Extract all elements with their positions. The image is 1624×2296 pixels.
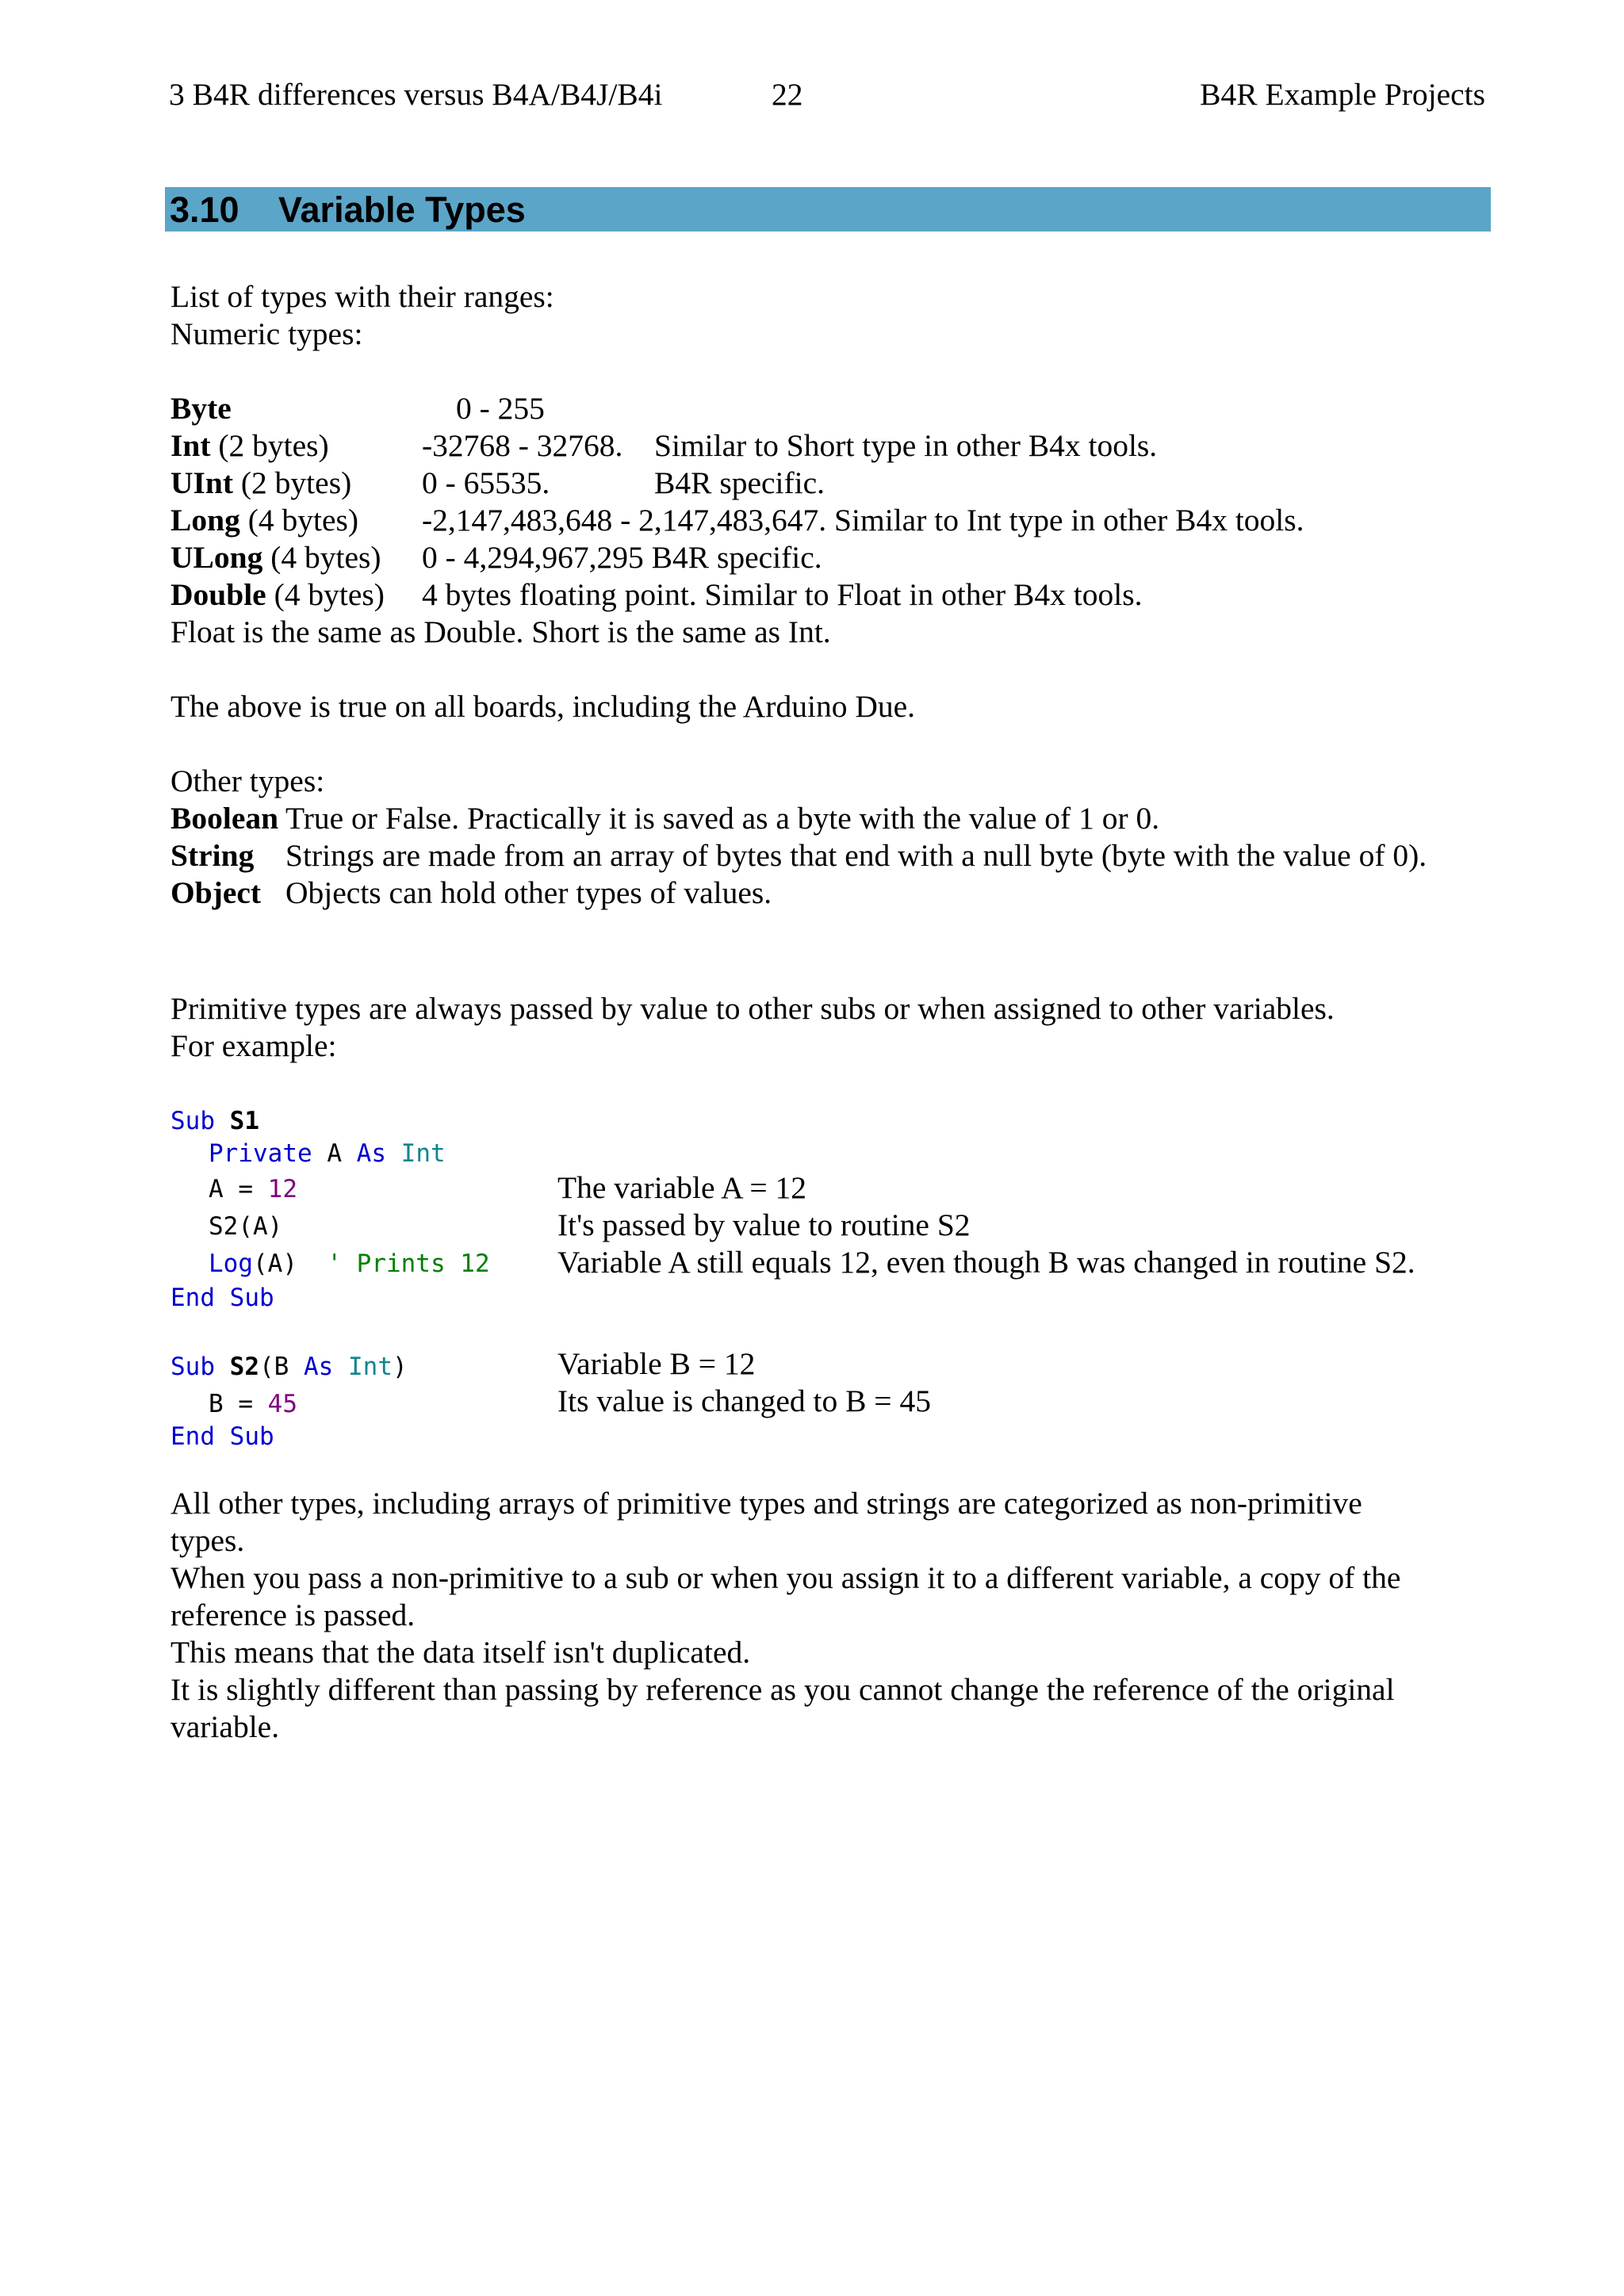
type-keyword: Int xyxy=(400,1139,446,1168)
code-line-private xyxy=(209,1138,446,1169)
type-name: UInt xyxy=(170,465,234,500)
sub-name: S1 xyxy=(229,1107,259,1135)
page-header xyxy=(169,76,1485,117)
section-heading-bar xyxy=(165,187,1491,232)
code-line-assign-b xyxy=(209,1388,297,1420)
code-line-end-sub xyxy=(170,1282,274,1314)
type-row-double xyxy=(170,576,1519,614)
number-literal: 12 xyxy=(267,1175,297,1203)
float-note: Float is the same as Double. Short is the same as Int. xyxy=(170,614,831,649)
type-name: Byte xyxy=(170,391,232,426)
type-desc: True or False. Practically it is saved as a byte with the value of 1 or 0. xyxy=(285,801,1160,836)
type-row-uint xyxy=(170,465,1519,502)
argument: (A) xyxy=(253,1249,327,1278)
non-primitive-line: types. xyxy=(170,1523,245,1558)
assignment: A = xyxy=(209,1175,268,1203)
type-row-long xyxy=(170,502,1519,539)
type-name: ULong xyxy=(170,540,263,575)
paren: ) xyxy=(393,1353,408,1381)
code-note-still-equals: Variable A still equals 12, even though B was changed in routine S2. xyxy=(557,1245,1415,1280)
type-range: 0 - 65535. xyxy=(422,465,550,500)
section-heading xyxy=(170,190,526,230)
other-type-row-boolean xyxy=(170,800,1519,837)
keyword: End Sub xyxy=(170,1284,274,1312)
numeric-types-heading: Numeric types: xyxy=(170,316,363,351)
type-range: -32768 - 32768. xyxy=(422,428,623,463)
type-name: Boolean xyxy=(170,801,279,836)
page-number: 22 xyxy=(772,77,803,112)
boards-note: The above is true on all boards, including the Arduino Due. xyxy=(170,689,916,724)
keyword: Sub xyxy=(170,1107,215,1135)
for-example-line: For example: xyxy=(170,1028,337,1063)
type-range: 0 - 4,294,967,295 B4R specific. xyxy=(422,540,822,575)
keyword: Sub xyxy=(170,1353,215,1381)
code-note-passed-by-value: It's passed by value to routine S2 xyxy=(557,1207,971,1242)
parameter: (B xyxy=(259,1353,304,1381)
non-primitive-line: All other types, including arrays of primitive types and strings are categorized as non-primitive xyxy=(170,1486,1362,1521)
code-line-log xyxy=(209,1248,490,1280)
code-line-call-s2 xyxy=(209,1211,282,1242)
function: Log xyxy=(209,1249,253,1278)
keyword: As xyxy=(304,1353,334,1381)
type-size: (4 bytes) xyxy=(266,577,385,612)
type-name: String xyxy=(170,838,255,873)
other-types-heading: Other types: xyxy=(170,763,325,798)
code-line-sub-s2 xyxy=(170,1351,408,1383)
section-number: 3.10 xyxy=(170,189,239,230)
other-type-row-object xyxy=(170,874,1519,912)
non-primitive-line: When you pass a non-primitive to a sub or when you assign it to a different variable, a copy of the xyxy=(170,1560,1401,1595)
type-name: Int xyxy=(170,428,211,463)
non-primitive-line: reference is passed. xyxy=(170,1598,416,1632)
type-name: Double xyxy=(170,577,266,612)
type-size: (2 bytes) xyxy=(233,465,352,500)
type-name: Long xyxy=(170,503,240,538)
type-name: Object xyxy=(170,875,262,910)
keyword: Private xyxy=(209,1139,312,1168)
keyword: End Sub xyxy=(170,1422,274,1451)
type-range: -2,147,483,648 - 2,147,483,647. Similar to Int type in other B4x tools. xyxy=(422,503,1304,538)
sub-name: S2 xyxy=(229,1353,259,1381)
chapter-title: 3 B4R differences versus B4A/B4J/B4i xyxy=(169,77,663,112)
non-primitive-line: variable. xyxy=(170,1709,280,1744)
type-keyword: Int xyxy=(348,1353,393,1381)
code-note-changed-to: Its value is changed to B = 45 xyxy=(557,1383,931,1418)
type-size: (4 bytes) xyxy=(239,503,359,538)
type-row-ulong xyxy=(170,539,1519,576)
type-range: 0 - 255 xyxy=(456,391,545,426)
type-note: Similar to Short type in other B4x tools. xyxy=(654,428,1158,463)
code-line-sub-s1 xyxy=(170,1105,259,1137)
assignment: B = xyxy=(209,1390,268,1418)
type-row-int xyxy=(170,427,1519,465)
section-title: Variable Types xyxy=(278,189,526,230)
non-primitive-line: This means that the data itself isn't duplicated. xyxy=(170,1635,751,1670)
code-line-end-sub-2 xyxy=(170,1421,274,1452)
primitive-paragraph: Primitive types are always passed by value to other subs or when assigned to other variables. xyxy=(170,991,1335,1026)
type-size: (2 bytes) xyxy=(210,428,329,463)
number-literal: 45 xyxy=(267,1390,297,1418)
type-size: (4 bytes) xyxy=(262,540,381,575)
code-comment: ' Prints 12 xyxy=(327,1249,490,1278)
keyword: As xyxy=(356,1139,386,1168)
code-line-assign-a xyxy=(209,1173,297,1205)
type-row-byte xyxy=(170,390,545,427)
type-range: 4 bytes floating point. Similar to Float in other B4x tools. xyxy=(422,577,1143,612)
call: S2(A) xyxy=(209,1212,283,1241)
book-title: B4R Example Projects xyxy=(1200,77,1485,112)
type-desc: Strings are made from an array of bytes that end with a null byte (byte with the value of 0). xyxy=(285,838,1427,873)
type-desc: Objects can hold other types of values. xyxy=(285,875,772,910)
non-primitive-line: It is slightly different than passing by reference as you cannot change the reference of the original xyxy=(170,1672,1395,1707)
type-note: B4R specific. xyxy=(654,465,825,500)
variable: A xyxy=(327,1139,342,1168)
intro-line: List of types with their ranges: xyxy=(170,279,554,314)
code-note-b-equals: Variable B = 12 xyxy=(557,1346,756,1381)
code-note-a-equals: The variable A = 12 xyxy=(557,1170,807,1205)
other-type-row-string xyxy=(170,837,1519,874)
